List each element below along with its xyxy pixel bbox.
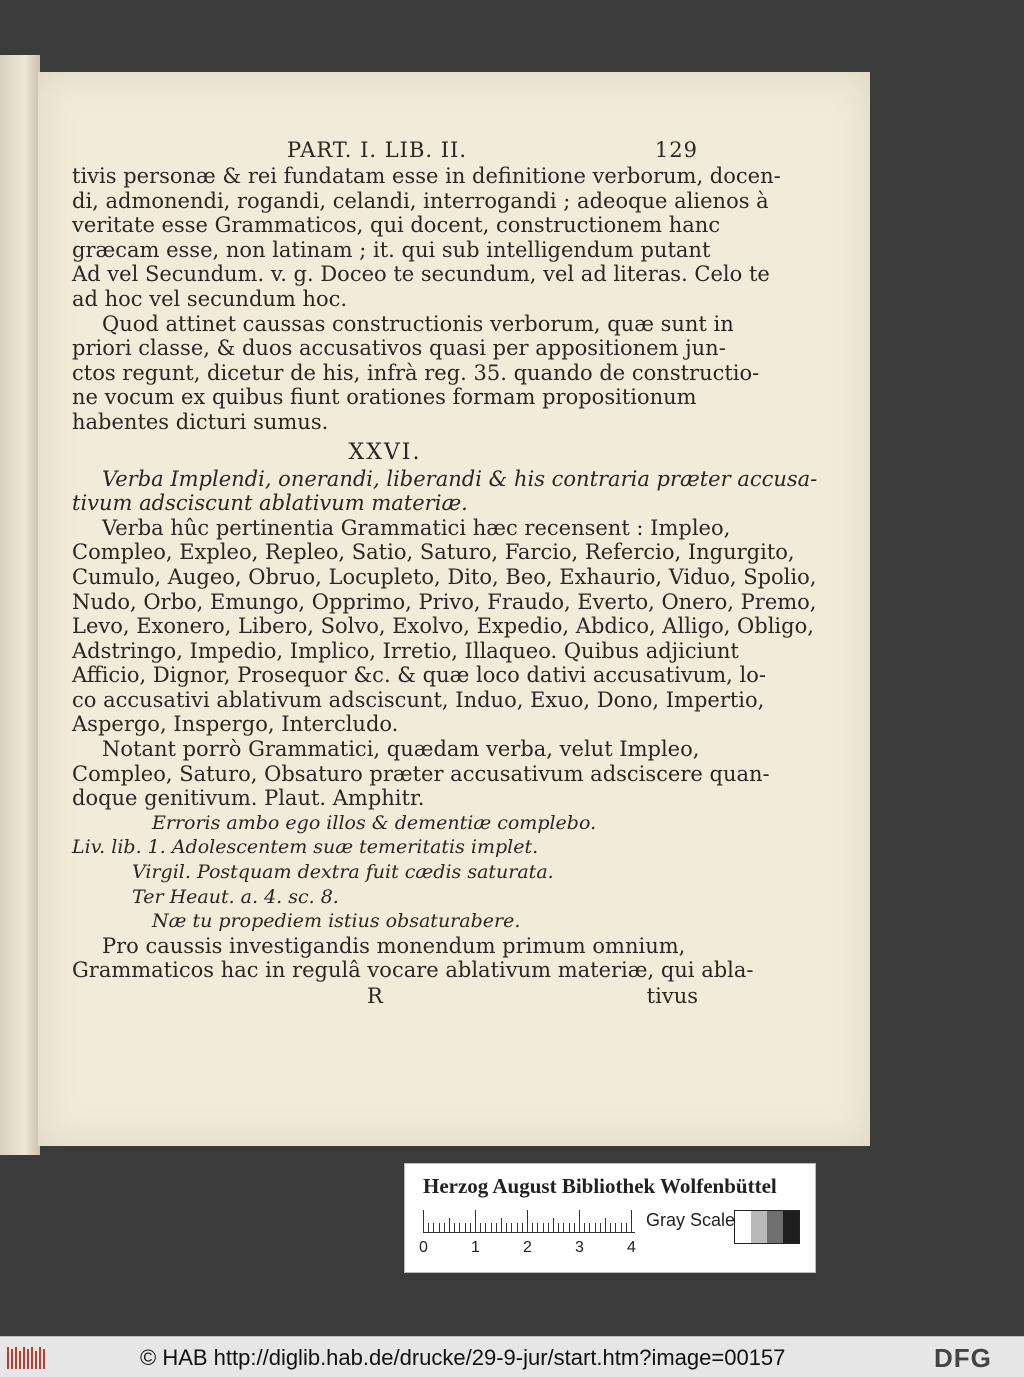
text-line: Compleo, Saturo, Obsaturo præter accusativum adsciscere quan- <box>72 761 770 786</box>
page-text <box>72 138 818 1009</box>
text-line: Adstringo, Impedio, Implico, Irretio, Illaqueo. Quibus adjiciunt <box>72 638 739 663</box>
ruler-tick <box>600 1223 601 1232</box>
text-line: Levo, Exonero, Libero, Solvo, Exolvo, Expedio, Abdico, Alligo, Obligo, <box>72 614 814 639</box>
ruler-tick <box>454 1223 455 1232</box>
ruler-tick <box>522 1223 523 1232</box>
ruler-tick <box>423 1210 424 1232</box>
text-line: Notant porrò Grammatici, quædam verba, velut Impleo, <box>102 737 700 762</box>
paragraph-block-2 <box>72 515 817 811</box>
dfg-logo: DFG <box>934 1343 992 1373</box>
quotation-line: Næ tu propediem istius obsaturabere. <box>152 910 521 933</box>
quotations-block <box>72 811 698 934</box>
text-line: Nudo, Orbo, Emungo, Opprimo, Privo, Fraudo, Everto, Onero, Premo, <box>72 589 817 614</box>
ruler-tick <box>631 1210 632 1232</box>
gray-swatch <box>783 1211 799 1243</box>
ruler-tick <box>589 1223 590 1232</box>
text-line: tivis personæ & rei fundatam esse in definitione verborum, docen- <box>72 164 781 188</box>
ruler-number: 3 <box>575 1239 584 1256</box>
ruler-tick <box>485 1223 486 1232</box>
hab-logo-icon <box>6 1345 46 1371</box>
quotation-line: Ter Heaut. a. 4. sc. 8. <box>132 885 339 908</box>
gray-swatch <box>735 1211 751 1243</box>
ruler-tick <box>428 1223 429 1232</box>
ruler-tick <box>532 1223 533 1232</box>
ruler-tick <box>433 1223 434 1232</box>
quotation-line: Liv. lib. 1. Adolescentem suæ temeritatis implet. <box>72 836 539 859</box>
text-line: co accusativi ablativum adsciscunt, Induo, Exuo, Dono, Impertio, <box>72 687 765 712</box>
text-line: ne vocum ex quibus fiunt orationes formam propositionum <box>72 385 697 410</box>
page-number: 129 <box>654 138 698 162</box>
ruler-tick <box>558 1223 559 1232</box>
text-line: Aspergo, Inspergo, Intercludo. <box>72 712 399 737</box>
gray-swatch <box>767 1211 783 1243</box>
ruler-tick <box>527 1210 528 1232</box>
text-line: Verba hûc pertinentia Grammatici hæc recensent : Impleo, <box>102 515 731 540</box>
ruler-tick <box>511 1223 512 1232</box>
text-line: Pro caussis investigandis monendum primum omnium, <box>102 933 686 958</box>
text-line: veritate esse Grammaticos, qui docent, constructionem hanc <box>72 213 721 238</box>
text-line: di, admonendi, rogandi, celandi, interrogandi ; adeoque alienos à <box>72 188 769 213</box>
ruler-tick <box>579 1210 580 1232</box>
text-line: græcam esse, non latinam ; it. qui sub intelligendum putant <box>72 237 711 262</box>
ruler-tick <box>449 1218 450 1232</box>
text-line: ad hoc vel secundum hoc. <box>72 286 348 311</box>
footer-bar <box>0 1336 1024 1377</box>
rule-block <box>72 466 818 516</box>
gray-swatch <box>751 1211 767 1243</box>
hab-color-target <box>404 1163 816 1273</box>
signature-mark: R <box>367 984 383 1008</box>
text-line: Afficio, Dignor, Prosequor &c. & quæ loco dativi accusativum, lo- <box>72 663 766 688</box>
gray-scale-label: Gray Scale <box>646 1210 736 1230</box>
ruler-tick <box>517 1223 518 1232</box>
ruler-tick <box>543 1223 544 1232</box>
text-line: Verba Implendi, onerandi, liberandi & his contraria præter accusa- <box>102 466 818 491</box>
ruler-number: 2 <box>523 1239 532 1256</box>
ruler-tick <box>475 1210 476 1232</box>
text-line: priori classe, & duos accusativos quasi per appositionem jun- <box>72 336 726 361</box>
ruler-tick <box>605 1218 606 1232</box>
text-line: Grammaticos hac in regulâ vocare ablativum materiæ, qui abla- <box>72 958 754 983</box>
paragraph-block-1 <box>72 164 781 435</box>
ruler-number: 4 <box>627 1239 636 1256</box>
running-head-title: PART. I. LIB. II. <box>287 138 468 162</box>
previous-page-edge <box>0 55 40 1155</box>
ruler-tick <box>496 1223 497 1232</box>
gray-scale-swatches <box>734 1210 800 1244</box>
ruler-tick <box>574 1223 575 1232</box>
book-page <box>38 72 870 1146</box>
ruler-tick <box>621 1223 622 1232</box>
ruler-tick <box>595 1223 596 1232</box>
text-line: tivum adsciscunt ablativum materiæ. <box>72 491 468 516</box>
text-line: ctos regunt, dicetur de his, infrà reg. 35. quando de constructio- <box>72 360 760 385</box>
ruler-tick <box>501 1218 502 1232</box>
quotation-line: Erroris ambo ego illos & dementiæ complebo. <box>152 811 597 834</box>
ruler-tick <box>553 1218 554 1232</box>
text-line: Quod attinet caussas constructionis verborum, quæ sunt in <box>102 311 734 336</box>
source-url[interactable]: © HAB http://diglib.hab.de/drucke/29-9-jur/start.htm?image=00157 <box>140 1345 786 1370</box>
catchword: tivus <box>646 984 698 1008</box>
ruler-tick <box>615 1223 616 1232</box>
ruler-tick <box>465 1223 466 1232</box>
text-line: doque genitivum. Plaut. Amphitr. <box>72 786 425 811</box>
text-line: Compleo, Expleo, Repleo, Satio, Saturo, Farcio, Refercio, Ingurgito, <box>72 540 795 565</box>
ruler-tick <box>459 1223 460 1232</box>
running-head <box>72 138 698 164</box>
ruler-tick <box>480 1223 481 1232</box>
ruler-tick <box>537 1223 538 1232</box>
ruler-tick <box>439 1223 440 1232</box>
ruler-tick <box>548 1223 549 1232</box>
ruler-number: 1 <box>471 1239 480 1256</box>
ruler-tick <box>584 1223 585 1232</box>
library-name: Herzog August Bibliothek Wolfenbüttel <box>423 1174 777 1198</box>
text-line: habentes dicturi sumus. <box>72 409 329 434</box>
ruler-tick <box>470 1223 471 1232</box>
quotation-line: Virgil. Postquam dextra fuit cædis saturata. <box>132 861 554 884</box>
section-heading: XXVI. <box>348 439 422 465</box>
ruler-tick <box>569 1223 570 1232</box>
text-line: Cumulo, Augeo, Obruo, Locupleto, Dito, Beo, Exhaurio, Viduo, Spolio, <box>72 564 817 589</box>
ruler <box>423 1208 635 1233</box>
ruler-tick <box>563 1223 564 1232</box>
catchword-line <box>72 983 698 1009</box>
ruler-tick <box>506 1223 507 1232</box>
ruler-tick <box>610 1223 611 1232</box>
ruler-number: 0 <box>419 1239 428 1256</box>
text-line: Ad vel Secundum. v. g. Doceo te secundum, vel ad literas. Celo te <box>72 262 770 287</box>
paragraph-block-3 <box>72 933 754 983</box>
ruler-tick <box>444 1223 445 1232</box>
ruler-tick <box>491 1223 492 1232</box>
ruler-tick <box>626 1223 627 1232</box>
